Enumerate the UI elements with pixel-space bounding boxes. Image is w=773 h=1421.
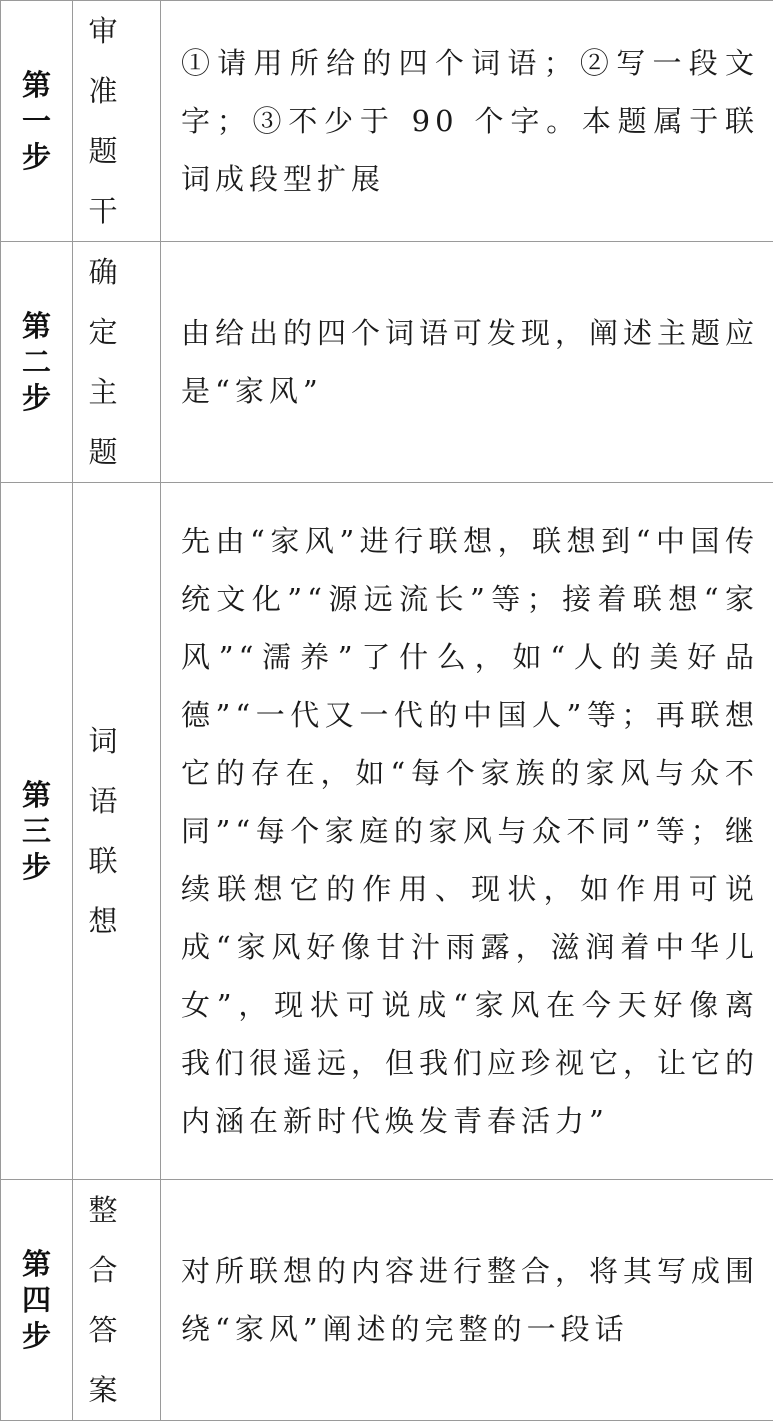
topic-cell [73,1,161,242]
table-row [1,1180,773,1421]
description-text: 由给出的四个词语可发现，阐述主题应是“家风” [181,304,759,420]
step-label: 第四步 [19,1246,55,1354]
topic-label: 审准题干 [81,1,153,241]
step-cell [1,1,73,242]
topic-label: 词语联想 [81,711,153,951]
topic-cell [73,483,161,1180]
description-text: 对所联想的内容进行整合，将其写成围绕“家风”阐述的完整的一段话 [181,1242,759,1358]
step-label: 第一步 [19,67,55,175]
topic-label: 整合答案 [81,1180,153,1420]
description-cell [161,1180,773,1421]
description-cell [161,483,773,1180]
description-text: 先由“家风”进行联想，联想到“中国传统文化”“源远流长”等；接着联想“家风”“濡养”了什么，如“人的美好品德”“一代又一代的中国人”等；再联想它的存在，如“每个家族的家风与众不同”“每个家庭的家风与众不同”等；继续联想它的作用、现状，如作用可说成“家风好像甘汁雨露，滋润着中华儿女”，现状可说成“家风在今天好像离我们很遥远，但我们应珍视它，让它的内涵在新时代焕发青春活力” [181,512,759,1150]
topic-label: 确定主题 [81,242,153,482]
step-label: 第三步 [19,777,55,885]
topic-cell [73,242,161,483]
topic-cell [73,1180,161,1421]
step-cell [1,242,73,483]
step-cell [1,1180,73,1421]
step-label: 第二步 [19,308,55,416]
description-cell [161,242,773,483]
table-row [1,483,773,1180]
table-row [1,242,773,483]
table-row [1,1,773,242]
step-cell [1,483,73,1180]
description-cell [161,1,773,242]
description-text: ①请用所给的四个词语；②写一段文字；③不少于 90 个字。本题属于联词成段型扩展 [181,34,759,208]
